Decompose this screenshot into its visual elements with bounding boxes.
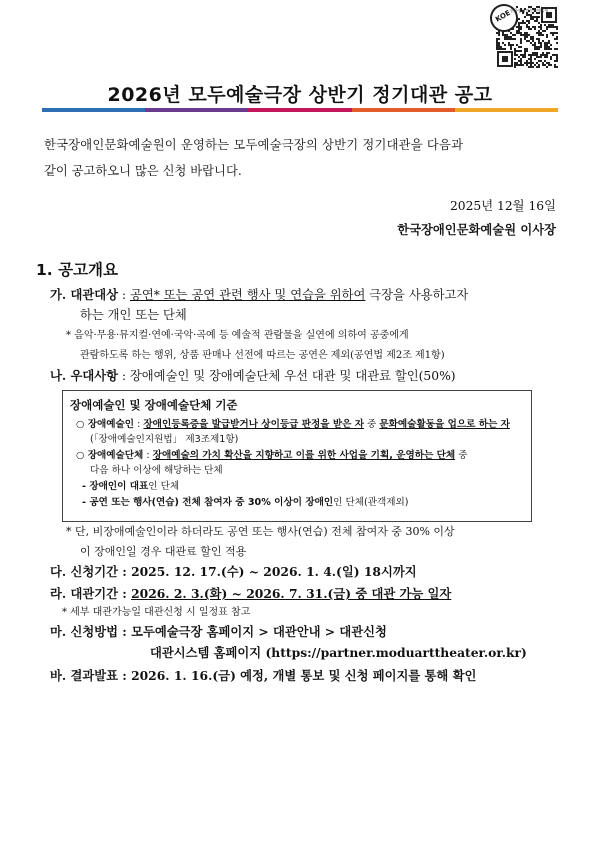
item-ma-line2: 대관시스템 홈페이지 (https://partner.moduarttheater.or.kr) <box>150 645 527 660</box>
item-ga-note1: * 음악·무용·뮤지컬·연예·국악·곡예 등 예술적 관람물을 실연에 의하여 공중에게 <box>66 330 409 341</box>
issuer: 한국장애인문화예술원 이사장 <box>397 222 556 237</box>
criteria-item-1 <box>76 418 510 432</box>
intro-line-1: 한국장애인문화예술원이 운영하는 모두예술극장의 상반기 정기대관을 다음과 <box>44 138 464 152</box>
criteria-item-1-line2: (「장애예술인지원법」 제3조제1항) <box>90 434 239 445</box>
criteria-item-2-sep: : <box>143 450 153 461</box>
criteria-sub-2 <box>82 496 409 510</box>
item-ga-colon: : <box>117 288 130 302</box>
item-ga-label: 가. 대관대상 <box>50 287 118 302</box>
criteria-box-title: 장애예술인 및 장애예술단체 기준 <box>70 398 238 412</box>
item-ga-rest: 극장을 사용하고자 <box>365 288 469 302</box>
title-bar-segment <box>352 108 455 112</box>
criteria-item-1-head: ○ 장애예술인 <box>76 419 135 430</box>
item-ga-underlined: 공연* 또는 공연 관련 행사 및 연습을 위하여 <box>129 288 366 302</box>
criteria-item-1-mid: 중 <box>364 419 380 430</box>
item-da-label: 다. 신청기간 <box>50 564 118 579</box>
title-bar-segment <box>248 108 351 112</box>
item-na-note1: * 단, 비장애예술인이라 하더라도 공연 또는 행사(연습) 전체 참여자 중 30% 이상 <box>66 525 455 538</box>
criteria-item-2 <box>76 449 467 463</box>
item-ma <box>50 622 387 642</box>
page-title: 2026년 모두예술극장 상반기 정기대관 공고 <box>107 84 493 106</box>
item-ba-label: 바. 결과발표 <box>50 668 118 683</box>
announcement-date: 2025년 12월 16일 <box>449 199 556 213</box>
item-ra <box>50 584 451 604</box>
criteria-item-1-u2: 문화예술활동을 업으로 하는 자 <box>379 419 510 430</box>
criteria-item-1-sep: : <box>134 419 144 430</box>
seal-caption: 한국장애인문화예술원 <box>510 8 549 13</box>
criteria-item-2-u: 장애예술의 가치 확산을 지향하고 이를 위한 사업을 기획, 운영하는 단체 <box>152 450 456 461</box>
item-da <box>50 562 417 582</box>
criteria-item-2-head: ○ 장애예술단체 <box>76 450 144 461</box>
title-bar-segment <box>145 108 248 112</box>
item-na-note2: 이 장애인일 경우 대관료 할인 적용 <box>80 545 247 558</box>
item-ga <box>50 285 468 305</box>
item-ra-text: 2026. 2. 3.(화) ~ 2026. 7. 31.(금) 중 대관 가능 일자 <box>131 586 452 601</box>
item-ba-text: : 2026. 1. 16.(금) 예정, 개별 통보 및 신청 페이지를 통해 확인 <box>117 668 477 683</box>
item-na-label: 나. 우대사항 <box>50 368 118 383</box>
title-bar-segment <box>42 108 145 112</box>
item-na <box>50 366 456 386</box>
criteria-sub-2-rest: 인 단체(관객제외) <box>333 497 409 508</box>
item-ga-note2: 관람하도록 하는 행위, 상품 판매나 선전에 따르는 공연은 제외(공연법 제2조 제1항) <box>80 350 445 361</box>
item-ma-label: 마. 신청방법 <box>50 624 118 639</box>
criteria-item-1-u1: 장애인등록증을 발급받거나 상이등급 판정을 받은 자 <box>143 419 364 430</box>
title-bar-segment <box>455 108 558 112</box>
item-ra-colon: : <box>117 586 132 601</box>
criteria-sub-1 <box>82 480 179 494</box>
item-ra-label: 라. 대관기간 <box>50 586 118 601</box>
item-na-text: : 장애예술인 및 장애예술단체 우선 대관 및 대관료 할인(50%) <box>117 369 456 383</box>
intro-line-2: 같이 공고하오니 많은 신청 바랍니다. <box>44 164 242 178</box>
criteria-item-2-end: 중 <box>455 450 468 461</box>
seal-logo-icon: KOE <box>485 0 523 37</box>
item-ma-text: : 모두예술극장 홈페이지 > 대관안내 > 대관신청 <box>117 624 387 639</box>
criteria-sub-1-rest: 인 단체 <box>148 481 180 492</box>
criteria-sub-1-bold: - 장애인이 대표 <box>82 481 149 492</box>
criteria-sub-2-bold: - 공연 또는 행사(연습) 전체 참여자 중 30% 이상이 장애인 <box>82 497 334 508</box>
item-ba <box>50 666 476 686</box>
item-da-text: : 2025. 12. 17.(수) ~ 2026. 1. 4.(일) 18시까지 <box>117 564 417 579</box>
title-color-bar <box>42 108 558 112</box>
section-heading: 1. 공고개요 <box>36 261 118 279</box>
item-ra-note: * 세부 대관가능일 대관신청 시 일정표 참고 <box>62 607 251 618</box>
criteria-item-2-line2: 다음 하나 이상에 해당하는 단체 <box>90 465 223 476</box>
item-ga-line2: 하는 개인 또는 단체 <box>80 308 187 322</box>
